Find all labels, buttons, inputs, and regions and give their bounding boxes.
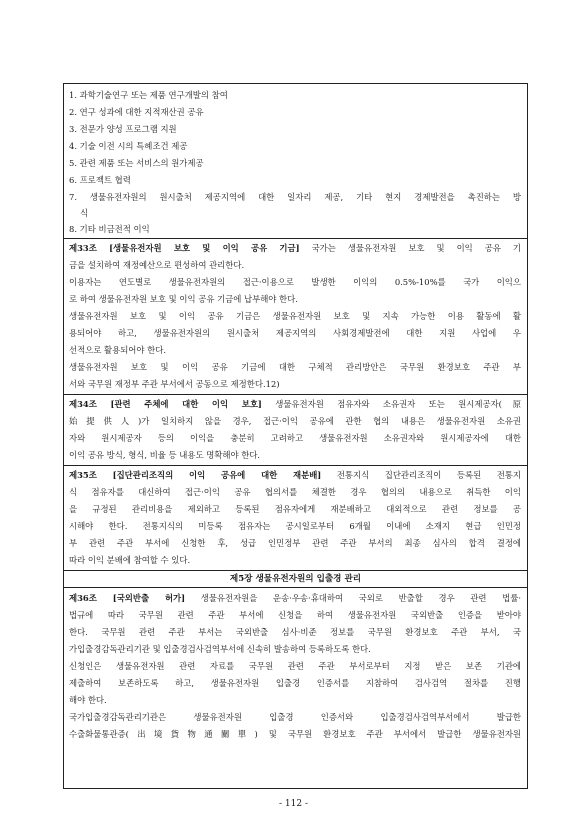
article-36-line: 제36조 [국외반출 허가] 생물유전자원을 운송·우송·휴대하여 국외로 반출할 경우 관련 법률·: [69, 593, 521, 603]
article-36-line: 한다. 국무원 관련 주관 부서는 국외반출 심사·비준 정보를 국무원 환경보호 주관 부서, 국: [69, 627, 521, 637]
article-35-heading: 제35조 [집단관리조직의 이익 공유에 대한 재분배]: [69, 470, 322, 480]
article-33-row: [64, 239, 527, 395]
list-item: 8. 기타 비금전적 이익: [69, 224, 150, 234]
article-33-line: 생물유전자원 보호 및 이익 공유 기금은 생물유전자원 보호 및 지속 가능한 이용 활동에 활: [69, 311, 521, 321]
article-36-line: 수출화물통관증(出境貨物通關單) 및 국무원 환경보호 주관 부서에서 발급한 생물유전자원: [69, 729, 521, 739]
article-34-line: 이익 공유 방식, 형식, 비율 등 내용도 명확해야 한다.: [69, 450, 261, 460]
article-33-line: 서와 국무원 재정부 주관 부서에서 공동으로 제정한다.12): [69, 379, 280, 389]
article-35-line: 을 규정된 관리비용을 제외하고 등록된 점유자에게 재분배하고 대외적으로 관련 정보를 공: [69, 504, 521, 514]
article-36-line: 국가입출경감독관리기관은 생물유전자원 입출경 인증서와 입출경검사검역부서에서 발급한: [69, 712, 521, 722]
list-item: 5. 관련 제품 또는 서비스의 원가제공: [69, 158, 204, 168]
article-36-heading: 제36조 [국외반출 허가]: [69, 593, 186, 603]
list-item: 3. 전문가 양성 프로그램 지원: [69, 124, 177, 134]
article-34-line: 始提供人)가 일치하지 않을 경우, 접근·이익 공유에 관한 협의 내용은 생물유전자원 소유권: [69, 416, 521, 426]
list-item: 6. 프로젝트 협력: [69, 175, 131, 185]
page-number: - 112 -: [279, 799, 308, 809]
list-item: 1. 과학기술연구 또는 제품 연구개발의 참여: [69, 90, 228, 100]
article-36-line: 가입출경감독관리기관 및 입출경검사검역부서에 신속히 발송하여 등록하도록 한다.: [69, 644, 371, 654]
article-35-line: 따라 이익 분배에 참여할 수 있다.: [69, 555, 191, 565]
article-34-line: 제34조 [관련 주체에 대한 이익 보호] 생물유전자원 점유자와 소유권자 또는 원시제공자(原: [69, 399, 521, 409]
benefit-list-row: [64, 84, 527, 239]
article-33-line: 용되어야 하고, 생물유전자원의 원시출처 제공지역의 사회경제발전에 대한 지원 사업에 우: [69, 328, 521, 338]
article-36-line: 제출하여 보존하도록 하고, 생물유전자원 입출경 인증서를 지참하여 검사검역 절차를 진행: [69, 678, 521, 688]
list-item: 7. 생물유전자원의 원시출처 제공지역에 대한 일자리 제공, 기타 현지 경제발전을 촉진하는 방: [69, 192, 521, 202]
article-33-line: 생물유전자원 보호 및 이익 공유 기금에 대한 구체적 관리방안은 국무원 환경보호 주관 부: [69, 362, 521, 372]
article-36-line: 해야 한다.: [69, 695, 107, 705]
list-item: 2. 연구 성과에 대한 지적재산권 공유: [69, 107, 204, 117]
article-35-row: [64, 466, 527, 571]
article-33-line: 이용자는 연도별로 생물유전자원의 접근·이용으로 발생한 이익의 0.5%-10%를 국가 이익으: [69, 277, 521, 287]
article-33-line: 선적으로 활용되어야 한다.: [69, 345, 166, 355]
article-35-line: 시해야 한다. 전통지식의 미등록 점유자는 공시일로부터 6개월 이내에 소재지 현급 인민정: [69, 521, 521, 531]
list-item-continuation: 식: [80, 208, 89, 218]
article-36-line: 법규에 따라 국무원 관련 주관 부서에 신청을 하여 생물유전자원 국외반출 인증을 받아야: [69, 610, 521, 620]
chapter-5-row: [64, 571, 527, 588]
list-item: 4. 기술 이전 시의 특혜조건 제공: [69, 141, 188, 151]
article-35-line: 부 관련 주관 부서에 신청한 후, 성급 인민정부 관련 주관 부서의 최종 심사의 합격 결정에: [69, 538, 521, 548]
article-33-heading: 제33조 [생물유전자원 보호 및 이익 공유 기금]: [69, 243, 300, 253]
article-34-line: 자와 원시제공자 등의 이익을 충분히 고려하고 생물유전자원 소유권자와 원시제공자에 대한: [69, 433, 521, 443]
chapter-5-heading: 제5장 생물유전자원의 입출경 관리: [229, 574, 362, 584]
article-36-line: 신청인은 생물유전자원 관련 자료를 국무원 관련 주관 부서로부터 지정 받은 보존 기관에: [69, 661, 521, 671]
article-36-row: [64, 588, 527, 790]
article-35-line: 제35조 [집단관리조직의 이익 공유에 대한 재분배] 전통지식 집단관리조직이 등록된 전통지: [69, 470, 521, 480]
article-34-heading: 제34조 [관련 주체에 대한 이익 보호]: [69, 399, 262, 409]
article-33-line: 로 하여 생물유전자원 보호 및 이익 공유 기금에 납부해야 한다.: [69, 294, 298, 304]
article-33-line: 금을 설치하여 재정예산으로 편성하여 관리한다.: [69, 260, 245, 270]
article-34-row: [64, 395, 527, 466]
document-table: [63, 83, 528, 789]
article-35-line: 식 점유자를 대신하여 접근·이익 공유 협의서를 체결한 경우 협의의 내용으로 취득한 이익: [69, 487, 521, 497]
article-33-line: 제33조 [생물유전자원 보호 및 이익 공유 기금] 국가는 생물유전자원 보호 및 이익 공유 기: [69, 243, 521, 253]
